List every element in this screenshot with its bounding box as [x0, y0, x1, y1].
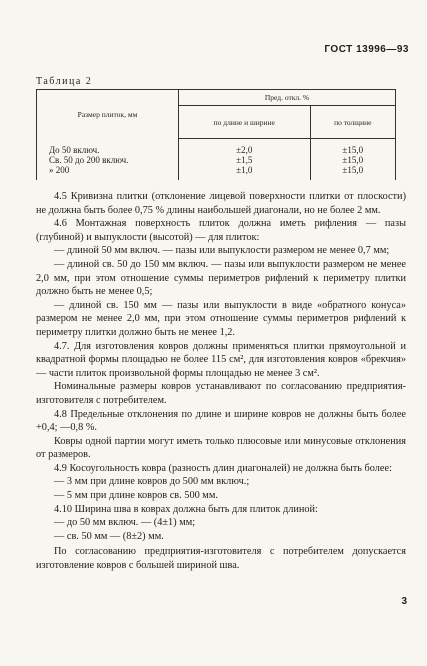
- paragraph: По согласованию предприятия-изготовителя с потребителем допускается изготовление ковров с большей шириной шва.: [36, 546, 406, 572]
- column-header-size: Размер плиток, мм: [37, 90, 179, 139]
- table-cell-thickness: ±15,0: [310, 165, 396, 180]
- paragraph-4-8: 4.8 Предельные отклонения по длине и ширине ковров не должны быть более +0,4; —0,8 %.: [36, 408, 406, 434]
- table-cell-thickness: ±15,0: [310, 139, 396, 156]
- paragraph-4-10: 4.10 Ширина шва в коврах должна быть для плиток длиной:: [54, 503, 318, 515]
- paragraph-4-6: 4.6 Монтажная поверхность плиток должна иметь рифления — пазы (глубиной) и выпуклости (высотой) — для плиток:: [36, 218, 406, 243]
- table-caption: Таблица 2: [36, 76, 93, 87]
- page-number: 3: [401, 596, 407, 607]
- table-row: [37, 139, 396, 156]
- list-item: — длиной св. 150 мм — пазы или выпуклости в виде «обратного конуса» размером не менее 2,0 мм, при этом отношение суммы периметров рифлений к периметру плитки должно быть не менее 1,2.: [36, 299, 406, 338]
- list-item: — св. 50 мм — (8±2) мм.: [54, 530, 164, 542]
- list-item: — 5 мм при длине ковров св. 500 мм.: [54, 490, 218, 502]
- column-header-thickness: по толщине: [310, 106, 396, 139]
- standard-header: ГОСТ 13996—93: [324, 44, 409, 55]
- table-cell-size: Св. 50 до 200 включ.: [37, 155, 179, 165]
- body-text: [36, 190, 406, 573]
- table-row: [37, 155, 396, 165]
- paragraph-4-5: 4.5 Кривизна плитки (отклонение лицевой поверхности плитки от плоскости) не должна быть более 0,75 % длины наибольшей диагонали, но не более 2 мм.: [36, 191, 406, 216]
- list-item: — 3 мм при длине ковров до 500 мм включ.;: [54, 476, 250, 488]
- table-cell-size: До 50 включ.: [37, 139, 179, 156]
- table-cell-length-width: ±1,5: [179, 155, 311, 165]
- table-cell-length-width: ±1,0: [179, 165, 311, 180]
- list-item: — длиной св. 50 до 150 мм включ. — пазы или выпуклости размером не менее 2,0 мм, при этом отношение суммы периметров рифлений к периметру плитки должно быть не менее 0,5;: [36, 258, 406, 298]
- table-row: [37, 165, 396, 180]
- paragraph-4-7: 4.7. Для изготовления ковров должны применяться плитки прямоугольной и квадратной формы площадью не более 115 см², для изготовления ковров «брекчия» — части плиток произвольной формы площадью не менее 3 см².: [36, 340, 406, 379]
- table-cell-size: » 200: [37, 165, 179, 180]
- table-cell-thickness: ±15,0: [310, 155, 396, 165]
- paragraph: Ковры одной партии могут иметь только плюсовые или минусовые отклонения от размеров.: [36, 435, 406, 461]
- tolerance-table: [36, 89, 396, 180]
- table-cell-length-width: ±2,0: [179, 139, 311, 156]
- column-header-tolerance: Пред. откл. %: [179, 90, 396, 106]
- paragraph: Номинальные размеры ковров устанавливают по согласованию предприятия-изготовителя с потребителем.: [36, 381, 406, 406]
- column-header-length-width: по длине и ширине: [179, 106, 311, 139]
- list-item: — до 50 мм включ. — (4±1) мм;: [54, 517, 196, 529]
- list-item: — длиной 50 мм включ. — пазы или выпуклости размером не менее 0,7 мм;: [54, 245, 390, 257]
- paragraph-4-9: 4.9 Косоугольность ковра (разность длин диагоналей) не должна быть более:: [54, 462, 392, 474]
